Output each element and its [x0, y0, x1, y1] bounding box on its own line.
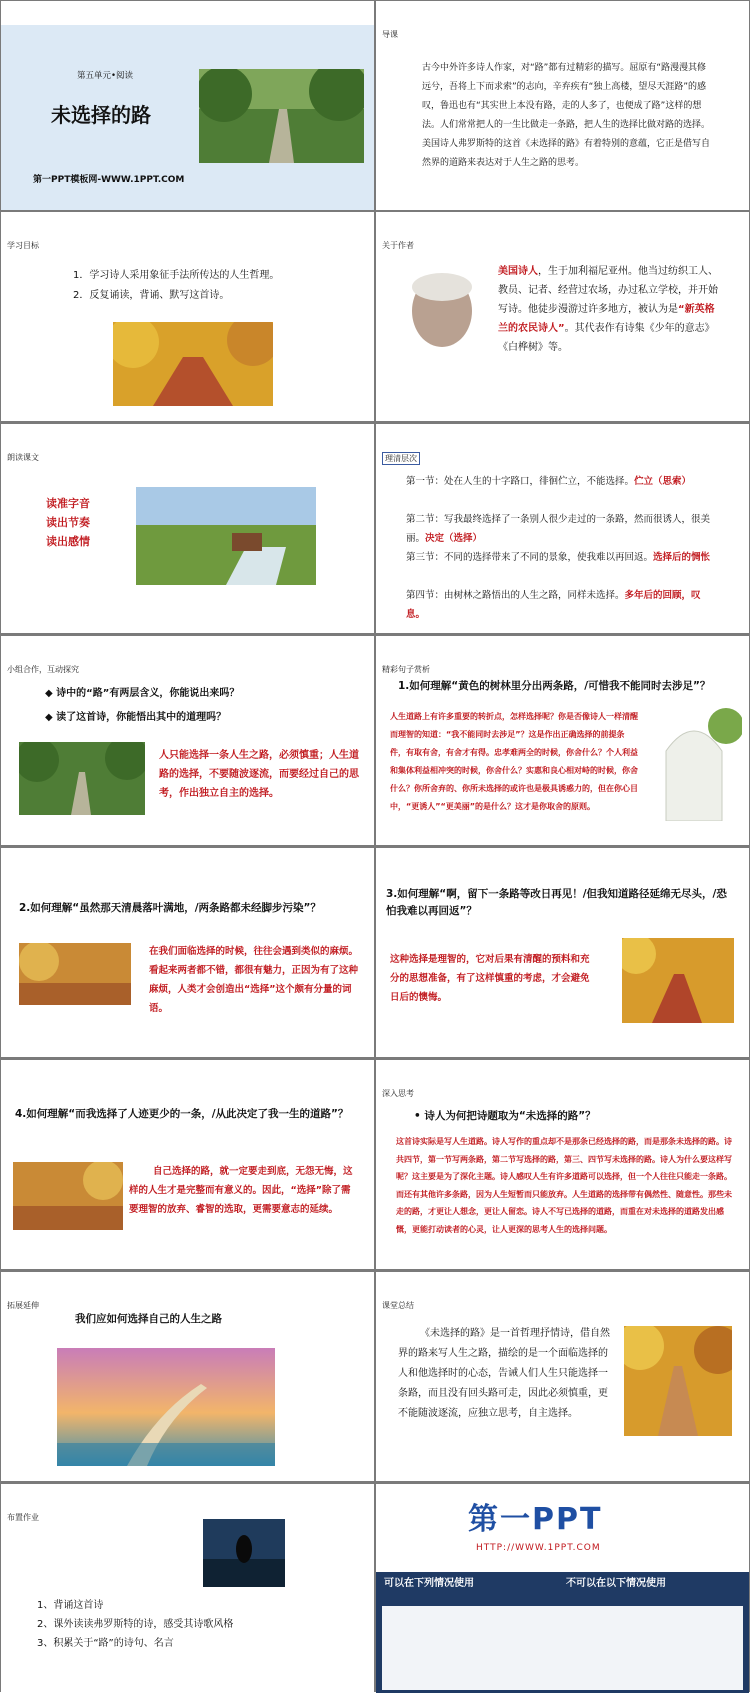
- author-paragraph: [498, 262, 723, 357]
- slide-label: 拓展延伸: [7, 1301, 39, 1310]
- brand-logo: 第一PPT: [468, 1502, 603, 1537]
- slide-label: 导课: [382, 30, 398, 39]
- doorway-photo: [646, 706, 742, 821]
- answer-text: 这种选择是理智的，它对后果有清醒的预料和充分的思想准备，有了这样慎重的考虑，才会避免日后的懊悔。: [390, 954, 590, 1003]
- reading-item: 读出节奏: [46, 516, 90, 529]
- slide-brand[interactable]: [376, 1484, 749, 1693]
- answer-text: 自己选择的路，就一定要走到底，无怨无悔，这样的人生才是完整而有意义的。因此，“选择”除了需要理智的放弃、睿智的选取，更需要意志的延续。: [129, 1166, 353, 1215]
- author-bio: ，生于加利福尼亚州。他当过纺织工人、教员、记者、经营过农场，办过私立学校，并开始写诗。他徒步漫游过许多地方，被认为是: [498, 266, 718, 315]
- question-text: 诗中的“路”有两层含义，你能说出来吗？: [56, 688, 240, 699]
- homework-item: 2、课外读读弗罗斯特的诗，感受其诗歌风格: [37, 1619, 234, 1630]
- section-text: 第三节：不同的选择带来了不同的景象，使我难以再回返。: [406, 552, 654, 563]
- section-note: 决定（选择）: [425, 533, 483, 544]
- autumn-avenue-photo: [624, 1326, 732, 1436]
- slide-reading[interactable]: [1, 424, 374, 633]
- slide-label: 理清层次: [382, 452, 420, 465]
- autumn-path-photo: [622, 938, 734, 1023]
- extension-heading: 我们应如何选择自己的人生之路: [75, 1313, 222, 1325]
- slide-intro[interactable]: [376, 1, 749, 210]
- section-note: 选择后的惆怅: [653, 552, 711, 563]
- answer-text: 人生道路上有许多重要的转折点，怎样选择呢？你是否像诗人一样清醒而理智的知道：“我不能同时去涉足”？这是作出正确选择的前提条件，有取有舍，有舍才有得。忠孝难两全的时候，你舍什么？个人利益和集体利益相冲突的时候，你舍什么？实惠和良心相对峙的时候，你舍什么？你所舍弃的、你所未选择的或许也是极具诱惑力的，但在你心目中，“更诱人”“更美丽”的是什么？这才是你取舍的原则。: [390, 712, 638, 811]
- slide-structure[interactable]: [376, 424, 749, 633]
- homework-item: 3、积累关于“路”的诗句、名言: [37, 1638, 174, 1649]
- slide-homework[interactable]: [1, 1484, 374, 1693]
- slide-sentence-4[interactable]: [1, 1060, 374, 1269]
- slide-label: 课堂总结: [382, 1301, 414, 1310]
- section-note: 多年后的回顾，叹息。: [406, 590, 701, 620]
- slide-extension[interactable]: [1, 1272, 374, 1481]
- painting-photo: [136, 487, 316, 585]
- section-2: [406, 510, 716, 548]
- summary-paragraph: 《未选择的路》是一首哲理抒情诗，借自然界的路来写人生之路，描绘的是一个面临选择的人和他选择时的心态，告诫人们人生只能选择一条路，而且没有回头路可走，因此必须慎重，更不能随波逐流，应独立思考，自主选择。: [398, 1328, 610, 1419]
- diamond-bullet-icon: ◆: [45, 712, 57, 723]
- question-text: • 诗人为何把诗题取为“未选择的路”？: [414, 1110, 596, 1122]
- slide-label: 朗读课文: [7, 453, 39, 462]
- reading-item: 读出感情: [46, 535, 90, 548]
- autumn-forest-photo: [13, 1162, 123, 1230]
- usage-panel: [376, 1572, 749, 1693]
- question-item: [45, 684, 239, 703]
- section-note: 伫立（思索）: [634, 476, 692, 487]
- author-title: “新英格兰的农民诗人”: [498, 304, 715, 334]
- section-3: [406, 548, 716, 567]
- question-item: [45, 708, 226, 727]
- answer-text: 人只能选择一条人生之路，必须慎重；人生道路的选择，不要随波逐流，而要经过自己的思考，作出独立自主的选择。: [159, 750, 359, 799]
- slide-label: 布置作业: [7, 1513, 39, 1522]
- section-text: 第四节：由树林之路悟出的人生之路，同样未选择。: [406, 590, 625, 601]
- slide-summary[interactable]: [376, 1272, 749, 1481]
- slide-sentence-3[interactable]: [376, 848, 749, 1057]
- question-text: 读了这首诗，你能悟出其中的道理吗？: [56, 712, 227, 723]
- links-panel: [382, 1606, 743, 1690]
- section-4: [406, 586, 716, 624]
- author-nationality: 美国诗人: [498, 266, 538, 277]
- unit-label: 第五单元•阅读: [77, 71, 134, 81]
- autumn-path-photo: [113, 322, 273, 406]
- answer-text: 在我们面临选择的时候，往往会遇到类似的麻烦。看起来两者都不错，都很有魅力，正因为有了这种麻烦，人类才会创造出“选择”这个颇有分量的词语。: [149, 946, 359, 1014]
- autumn-forest-photo: [19, 943, 131, 1005]
- goal-item: 1．学习诗人采用象征手法所传达的人生哲理。: [73, 270, 280, 281]
- author-portrait: [402, 267, 482, 352]
- slide-label: 学习目标: [7, 241, 39, 250]
- homework-item: 1、背诵这首诗: [37, 1600, 104, 1611]
- traveler-photo: [203, 1519, 285, 1587]
- question-text: 1.如何理解“黄色的树林里分出两条路，/可惜我不能同时去涉足”？: [398, 680, 711, 692]
- slide-sentence-1[interactable]: [376, 636, 749, 845]
- site-label: 第一PPT模板网-WWW.1PPT.COM: [33, 175, 185, 185]
- reading-item: 读准字音: [46, 497, 90, 510]
- goal-item: 2．反复诵读，背诵、默写这首诗。: [73, 290, 230, 301]
- usage-forbidden-title: 不可以在以下情况使用: [566, 1578, 666, 1589]
- section-text: 第二节：写我最终选择了一条别人很少走过的一条路，然而很诱人，很美丽。: [406, 514, 711, 544]
- slide-goals[interactable]: [1, 212, 374, 421]
- usage-allowed-title: 可以在下列情况使用: [384, 1578, 474, 1589]
- slide-title[interactable]: [1, 1, 374, 210]
- slide-label: 小组合作，互动探究: [7, 665, 79, 674]
- slide-deep-thinking[interactable]: [376, 1060, 749, 1269]
- section-1: [406, 472, 716, 491]
- author-works: 。其代表作有诗集《少年的意志》《白桦树》等。: [498, 323, 715, 353]
- slide-author[interactable]: [376, 212, 749, 421]
- brand-url[interactable]: HTTP://WWW.1PPT.COM: [476, 1543, 601, 1553]
- diamond-bullet-icon: ◆: [45, 688, 57, 699]
- intro-paragraph: 古今中外许多诗人作家，对“路”都有过精彩的描写。屈原有“路漫漫其修远兮，吾将上下而求索”的志向，辛弃疾有“独上高楼，望尽天涯路”的感叹，鲁迅也有“其实世上本没有路，走的人多了，也便成了路”这样的想法。人们常常把人的一生比做走一条路，把人生的选择比做对路的选择。美国诗人弗罗斯特的这首《未选择的路》有着特别的意蕴，它正是借写自然界的道路来表达对于人生之路的思考。: [422, 63, 711, 168]
- question-text: 4.如何理解“而我选择了人迹更少的一条，/从此决定了我一生的道路”？: [15, 1108, 349, 1120]
- slide-label: 关于作者: [382, 241, 414, 250]
- slide-group-discussion[interactable]: [1, 636, 374, 845]
- section-text: 第一节：处在人生的十字路口，徘徊伫立，不能选择。: [406, 476, 635, 487]
- question-text: 2.如何理解“虽然那天清晨落叶满地，/两条路都未经脚步污染”？: [19, 902, 321, 914]
- slide-label: 精彩句子赏析: [382, 665, 430, 674]
- slide-main-title: 未选择的路: [51, 103, 151, 127]
- slide-sentence-2[interactable]: [1, 848, 374, 1057]
- slide-label: 深入思考: [382, 1089, 414, 1098]
- question-text: 3.如何理解“啊，留下一条路等改日再见！/但我知道路径延绵无尽头，/恐怕我难以再回返”？: [386, 888, 727, 917]
- forest-road-photo: [19, 742, 145, 815]
- stairway-painting: [57, 1348, 275, 1466]
- forest-road-photo: [199, 69, 364, 163]
- answer-text: 这首诗实际是写人生道路。诗人写作的重点却不是那条已经选择的路，而是那条未选择的路。诗共四节，第一节写两条路，第二节写选择的路，第三、四节写未选择的路。诗人为什么要这样写呢？这主要是为了深化主题。诗人感叹人生有许多道路可以选择，但一个人往往只能走一条路。而还有其他许多条路，因为人生短暂而只能放弃。人生道路的选择带有偶然性、随意性。那些未走的路，才更让人想念，更让人留恋。诗人不写已选择的道路，而重在对未选择的道路发出感慨，更能打动读者的心灵，让人更深的思考人生的选择问题。: [396, 1137, 732, 1234]
